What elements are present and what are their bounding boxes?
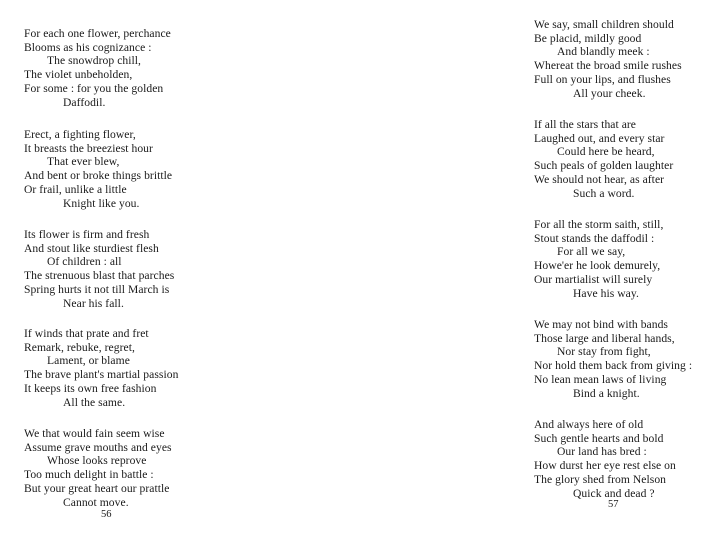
page-number: 56 (101, 509, 112, 520)
poem-line: We may not bind with bands (534, 318, 668, 331)
poem-line: But your great heart our prattle (24, 481, 170, 495)
poem-line: The brave plant's martial passion (24, 368, 179, 382)
poem-line: The snowdrop chill, (47, 54, 142, 68)
poem-line: Erect, a fighting flower, (24, 128, 136, 141)
poem-line: Assume grave mouths and eyes (24, 440, 172, 454)
poem-line: Of children : all (47, 255, 122, 269)
poem-line: Howe'er he look demurely, (534, 259, 661, 273)
stanza (24, 27, 171, 109)
poem-line: Whose looks reprove (47, 454, 147, 468)
poem-line: We say, small children should (534, 18, 674, 31)
poem-line: Have his way. (573, 286, 639, 300)
poem-line: Too much delight in battle : (24, 468, 154, 482)
poem-line: Could here be heard, (557, 145, 655, 159)
poem-line: Whereat the broad smile rushes (534, 59, 682, 73)
poem-line: Remark, rebuke, regret, (24, 340, 135, 354)
poem-line: Or frail, unlike a little (24, 182, 127, 196)
poem-line: Daffodil. (63, 95, 106, 109)
poem-line: Knight like you. (63, 196, 140, 210)
poem-line: All the same. (63, 395, 126, 409)
poem-line: Bind a knight. (573, 386, 640, 400)
stanza (24, 327, 178, 409)
poem-line: Its flower is firm and fresh (24, 228, 150, 241)
stanza (534, 418, 676, 500)
poem-line: And stout like sturdiest flesh (24, 241, 159, 255)
poem-line: For each one flower, perchance (24, 27, 171, 40)
poem-line: Quick and dead ? (573, 486, 655, 500)
poem-line: Our martialist will surely (534, 272, 653, 286)
poem-line: Blooms as his cognizance : (24, 40, 152, 54)
poem-line: No lean mean laws of living (534, 372, 667, 386)
poem-line: Spring hurts it not till March is (24, 282, 170, 296)
page-number: 57 (608, 499, 619, 510)
poem-line: And always here of old (534, 418, 644, 431)
poem-line: Our land has bred : (557, 445, 647, 459)
poem-line: Be placid, mildly good (534, 31, 642, 45)
poem-line: The violet unbeholden, (24, 68, 133, 82)
poem-line: Those large and liberal hands, (534, 331, 675, 345)
poem-line: All your cheek. (573, 86, 646, 100)
poem-line: For all the storm saith, still, (534, 218, 664, 231)
poem-line: For all we say, (557, 245, 626, 259)
left-page (0, 0, 357, 541)
poem-line: We should not hear, as after (534, 172, 665, 186)
poem-line: If winds that prate and fret (24, 327, 149, 340)
poem-line: Such peals of golden laughter (534, 159, 674, 173)
poem-line: Such gentle hearts and bold (534, 431, 664, 445)
poem-line: Such a word. (573, 186, 635, 200)
stanza (534, 18, 682, 100)
poem-line: It keeps its own free fashion (24, 381, 157, 395)
poem-line: How durst her eye rest else on (534, 459, 676, 473)
stanza (24, 427, 172, 509)
right-page (357, 0, 715, 541)
poem-line: Nor hold them back from giving : (534, 359, 693, 373)
stanza (534, 218, 663, 300)
poem-line: Cannot move. (63, 495, 129, 509)
poem-line: For some : for you the golden (24, 81, 164, 95)
poem-line: Stout stands the daffodil : (534, 231, 655, 245)
poem-line: Near his fall. (63, 296, 124, 310)
poem-line: If all the stars that are (534, 118, 637, 131)
poem-line: Laughed out, and every star (534, 131, 665, 145)
poem-line: That ever blew, (47, 155, 120, 169)
poem-line: The glory shed from Nelson (534, 472, 667, 486)
stanza (24, 228, 174, 310)
poem-line: And bent or broke things brittle (24, 169, 173, 183)
poem-line: The strenuous blast that parches (24, 269, 175, 283)
stanza (534, 118, 673, 200)
stanza (534, 318, 692, 400)
poem-line: And blandly meek : (557, 45, 650, 59)
stanza (24, 128, 172, 210)
poem-line: Lament, or blame (47, 354, 130, 368)
poem-line: Nor stay from fight, (557, 345, 651, 359)
poem-line: We that would fain seem wise (24, 427, 165, 440)
poem-line: It breasts the breeziest hour (24, 141, 153, 155)
poem-line: Full on your lips, and flushes (534, 72, 671, 86)
